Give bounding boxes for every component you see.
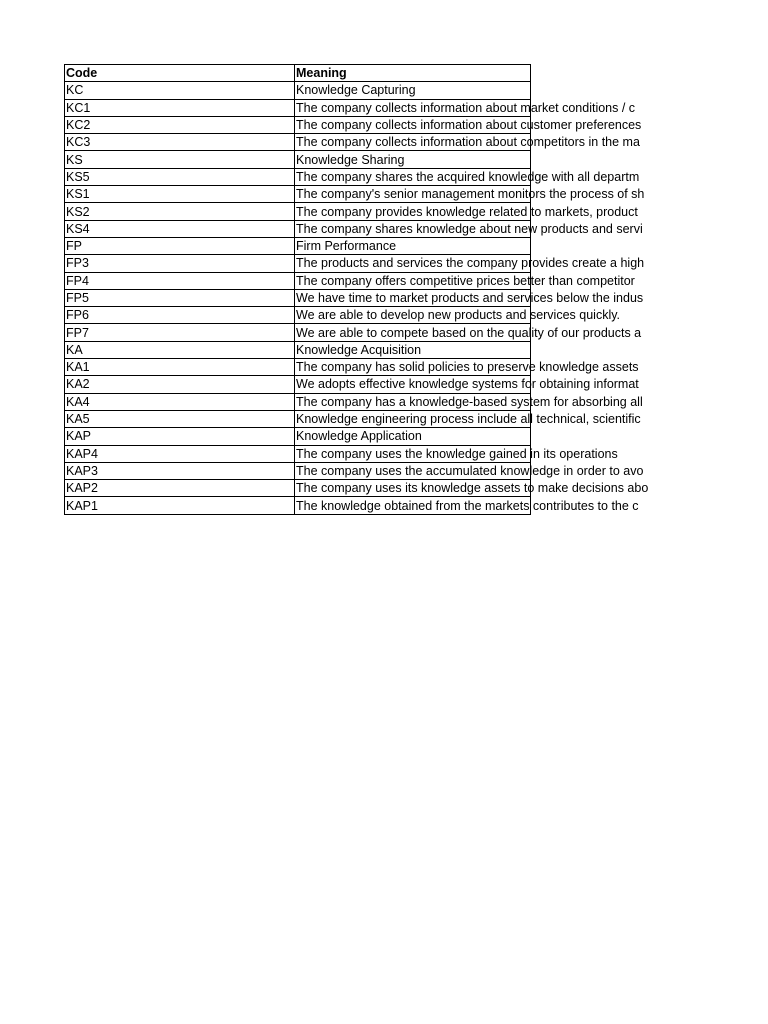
table-row — [65, 307, 531, 324]
code-cell: FP — [65, 237, 295, 254]
meaning-text: The company collects information about competitors in the ma — [296, 135, 640, 150]
meaning-text: The knowledge obtained from the markets contributes to the c — [296, 498, 639, 513]
header-row — [65, 65, 531, 82]
code-cell: KS1 — [65, 186, 295, 203]
column-header-code: Code — [65, 65, 295, 82]
table-row — [65, 428, 531, 445]
meaning-text: The company uses the accumulated knowledge in order to avo — [296, 463, 644, 478]
table-row — [65, 393, 531, 410]
table-row — [65, 289, 531, 306]
table-row — [65, 237, 531, 254]
meaning-text: The company collects information about customer preferences — [296, 118, 642, 133]
meaning-cell — [295, 272, 635, 289]
code-meaning-table — [64, 64, 649, 515]
meaning-text: Knowledge Acquisition — [296, 342, 422, 357]
table-row — [65, 134, 531, 151]
code-cell: KS4 — [65, 220, 295, 237]
table-row — [65, 341, 531, 358]
meaning-text: We are able to develop new products and services quickly. — [296, 308, 621, 323]
meaning-cell — [295, 151, 531, 168]
table-row — [65, 151, 531, 168]
meaning-text: The company shares the acquired knowledge with all departm — [296, 169, 640, 184]
code-cell: KS2 — [65, 203, 295, 220]
code-cell: FP5 — [65, 289, 295, 306]
meaning-text: The company uses its knowledge assets to make decisions abo — [296, 481, 649, 496]
code-cell: FP4 — [65, 272, 295, 289]
meaning-cell — [295, 445, 618, 462]
meaning-text: We adopts effective knowledge systems for obtaining informat — [296, 377, 639, 392]
meaning-cell — [295, 393, 643, 410]
code-cell: KS — [65, 151, 295, 168]
meaning-text: Firm Performance — [296, 239, 397, 254]
meaning-text: We have time to market products and services below the indus — [296, 291, 644, 305]
meaning-cell — [295, 168, 640, 185]
code-cell: KA2 — [65, 376, 295, 393]
meaning-text: The company has a knowledge-based system for absorbing all — [296, 394, 643, 409]
meaning-cell — [295, 134, 640, 151]
code-cell: KA4 — [65, 393, 295, 410]
code-cell: FP6 — [65, 307, 295, 324]
code-cell: KAP — [65, 428, 295, 445]
meaning-text: We are able to compete based on the quality of our products a — [296, 325, 642, 340]
table-row — [65, 82, 531, 99]
table-row — [65, 203, 531, 220]
code-cell: KC2 — [65, 116, 295, 133]
table-row — [65, 272, 531, 289]
meaning-cell — [295, 359, 639, 376]
meaning-cell — [295, 410, 641, 427]
table-row — [65, 462, 531, 479]
meaning-cell — [295, 324, 642, 341]
table-row — [65, 324, 531, 341]
code-cell: KC1 — [65, 99, 295, 116]
table-row — [65, 186, 531, 203]
meaning-text: The products and services the company provides create a high — [296, 256, 645, 271]
meaning-text: Knowledge Application — [296, 429, 422, 444]
meaning-cell — [295, 186, 645, 203]
meaning-text: Knowledge Capturing — [296, 83, 416, 98]
meaning-cell — [295, 116, 642, 133]
code-cell: FP3 — [65, 255, 295, 272]
table-row — [65, 376, 531, 393]
table-row — [65, 359, 531, 376]
code-cell: KAP2 — [65, 480, 295, 497]
table-row — [65, 168, 531, 185]
meaning-text: The company offers competitive prices better than competitor — [296, 273, 635, 288]
meaning-cell — [295, 428, 531, 445]
code-cell: KC — [65, 82, 295, 99]
meaning-text: The company's senior management monitors the process of sh — [296, 187, 645, 202]
meaning-text: The company provides knowledge related to markets, product — [296, 204, 638, 219]
code-cell: KAP3 — [65, 462, 295, 479]
meaning-cell — [295, 220, 643, 237]
meaning-text: Knowledge Sharing — [296, 152, 405, 167]
meaning-cell — [295, 341, 531, 358]
column-header-meaning: Meaning — [295, 65, 531, 82]
meaning-cell — [295, 237, 531, 254]
code-cell: KAP4 — [65, 445, 295, 462]
table-row — [65, 220, 531, 237]
table-body — [65, 82, 649, 514]
meaning-text: The company has solid policies to preserve knowledge assets — [296, 360, 639, 375]
table-row — [65, 116, 531, 133]
table-row — [65, 445, 531, 462]
meaning-cell — [295, 82, 531, 99]
meaning-cell — [295, 289, 644, 306]
meaning-cell — [295, 376, 639, 393]
meaning-cell — [295, 99, 636, 116]
table-row — [65, 480, 531, 497]
code-cell: KA — [65, 341, 295, 358]
code-cell: KS5 — [65, 168, 295, 185]
meaning-cell — [295, 255, 645, 272]
code-cell: FP7 — [65, 324, 295, 341]
code-cell: KC3 — [65, 134, 295, 151]
meaning-cell — [295, 497, 639, 514]
table-row — [65, 497, 531, 514]
code-cell: KAP1 — [65, 497, 295, 514]
print-area — [64, 64, 656, 524]
table-row — [65, 410, 531, 427]
meaning-cell — [295, 480, 649, 497]
meaning-cell — [295, 203, 638, 220]
code-cell: KA5 — [65, 410, 295, 427]
code-cell: KA1 — [65, 359, 295, 376]
meaning-cell — [295, 462, 644, 479]
meaning-cell — [295, 307, 621, 324]
meaning-text: The company uses the knowledge gained in its operations — [296, 446, 618, 461]
table-row — [65, 99, 531, 116]
meaning-text: The company shares knowledge about new products and servi — [296, 221, 643, 236]
meaning-text: Knowledge engineering process include all technical, scientific — [296, 412, 641, 427]
meaning-text: The company collects information about market conditions / c — [296, 100, 636, 115]
table-row — [65, 255, 531, 272]
